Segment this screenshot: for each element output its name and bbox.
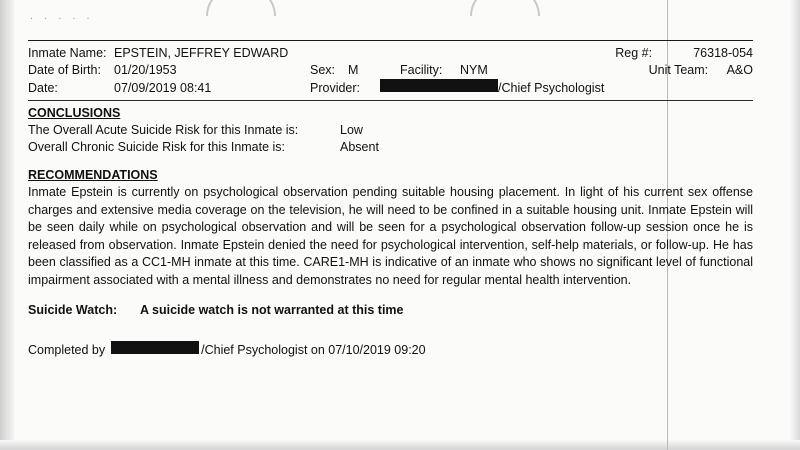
scan-edge-right [790,0,800,450]
document-body [28,40,753,357]
facility-value: NYM [460,63,488,77]
provider-label: Provider: [310,81,361,95]
inmate-name-label: Inmate Name: [28,46,107,60]
acute-risk-value: Low [340,123,363,137]
date-of-birth-label: Date of Birth: [28,63,101,77]
inmate-header-block [28,41,753,100]
recommendations-body: Inmate Epstein is currently on psychological observation pending suitable housing placement. In light of his current sex offense charges and extensive media coverage on the television, he will need to be confined in a suitable housing unit. Inmate Epstein will be seen daily while on psychological observation and will be seen for a psychological observation follow-up session once he is released from observation. Inmate Epstein denied the need for psychological intervention, self-help materials, or follow-up. He has been classified as a CC1-MH inmate at this time. CARE1-MH is indicative of an inmate who shows no significant level of functional impairment associated with a mental illness and demonstrates no need for regular mental health intervention. [28,185,753,287]
dob-row [28,62,753,79]
binder-ring-arc-icon [206,0,276,16]
binder-ring-arc-icon [470,0,540,16]
suicide-watch-label: Suicide Watch: [28,303,118,317]
chronic-risk-row [28,139,753,156]
scan-smudge: . . . . . [30,10,94,22]
reg-number-label: Reg #: [615,46,653,60]
facility-label: Facility: [400,63,443,77]
redaction-bar [111,341,199,354]
chronic-risk-value: Absent [340,140,379,154]
redaction-bar [380,79,498,92]
date-value: 07/09/2019 08:41 [114,81,212,95]
suicide-watch-value: A suicide watch is not warranted at this time [140,303,404,317]
reg-number-value: 76318-054 [693,46,753,60]
header-bottom-rule [28,100,753,101]
completed-by-label: Completed by [28,343,106,357]
chronic-risk-label: Overall Chronic Suicide Risk for this Inmate is: [28,140,286,154]
suicide-watch-row [28,303,753,317]
date-label: Date: [28,81,58,95]
recommendations-heading: RECOMMENDATIONS [28,168,158,182]
provider-value: /Chief Psychologist [498,81,605,95]
unit-team-label: Unit Team: [648,63,709,77]
unit-team-group [649,62,753,79]
acute-risk-row [28,122,753,139]
inmate-name-row [28,45,753,62]
acute-risk-label: The Overall Acute Suicide Risk for this Inmate is: [28,123,299,137]
conclusions-heading: CONCLUSIONS [28,106,121,120]
unit-team-value: A&O [726,63,753,77]
sex-label: Sex: [310,63,336,77]
date-of-birth-value: 01/20/1953 [114,63,177,77]
inmate-name-value: EPSTEIN, JEFFREY EDWARD [114,46,289,60]
completed-by-row [28,341,753,357]
scan-edge-left [0,0,14,450]
reg-number-group [615,45,753,62]
scan-edge-bottom [0,440,800,450]
date-provider-row [28,79,753,97]
sex-value: M [348,63,359,77]
completed-by-value: /Chief Psychologist on 07/10/2019 09:20 [201,343,426,357]
